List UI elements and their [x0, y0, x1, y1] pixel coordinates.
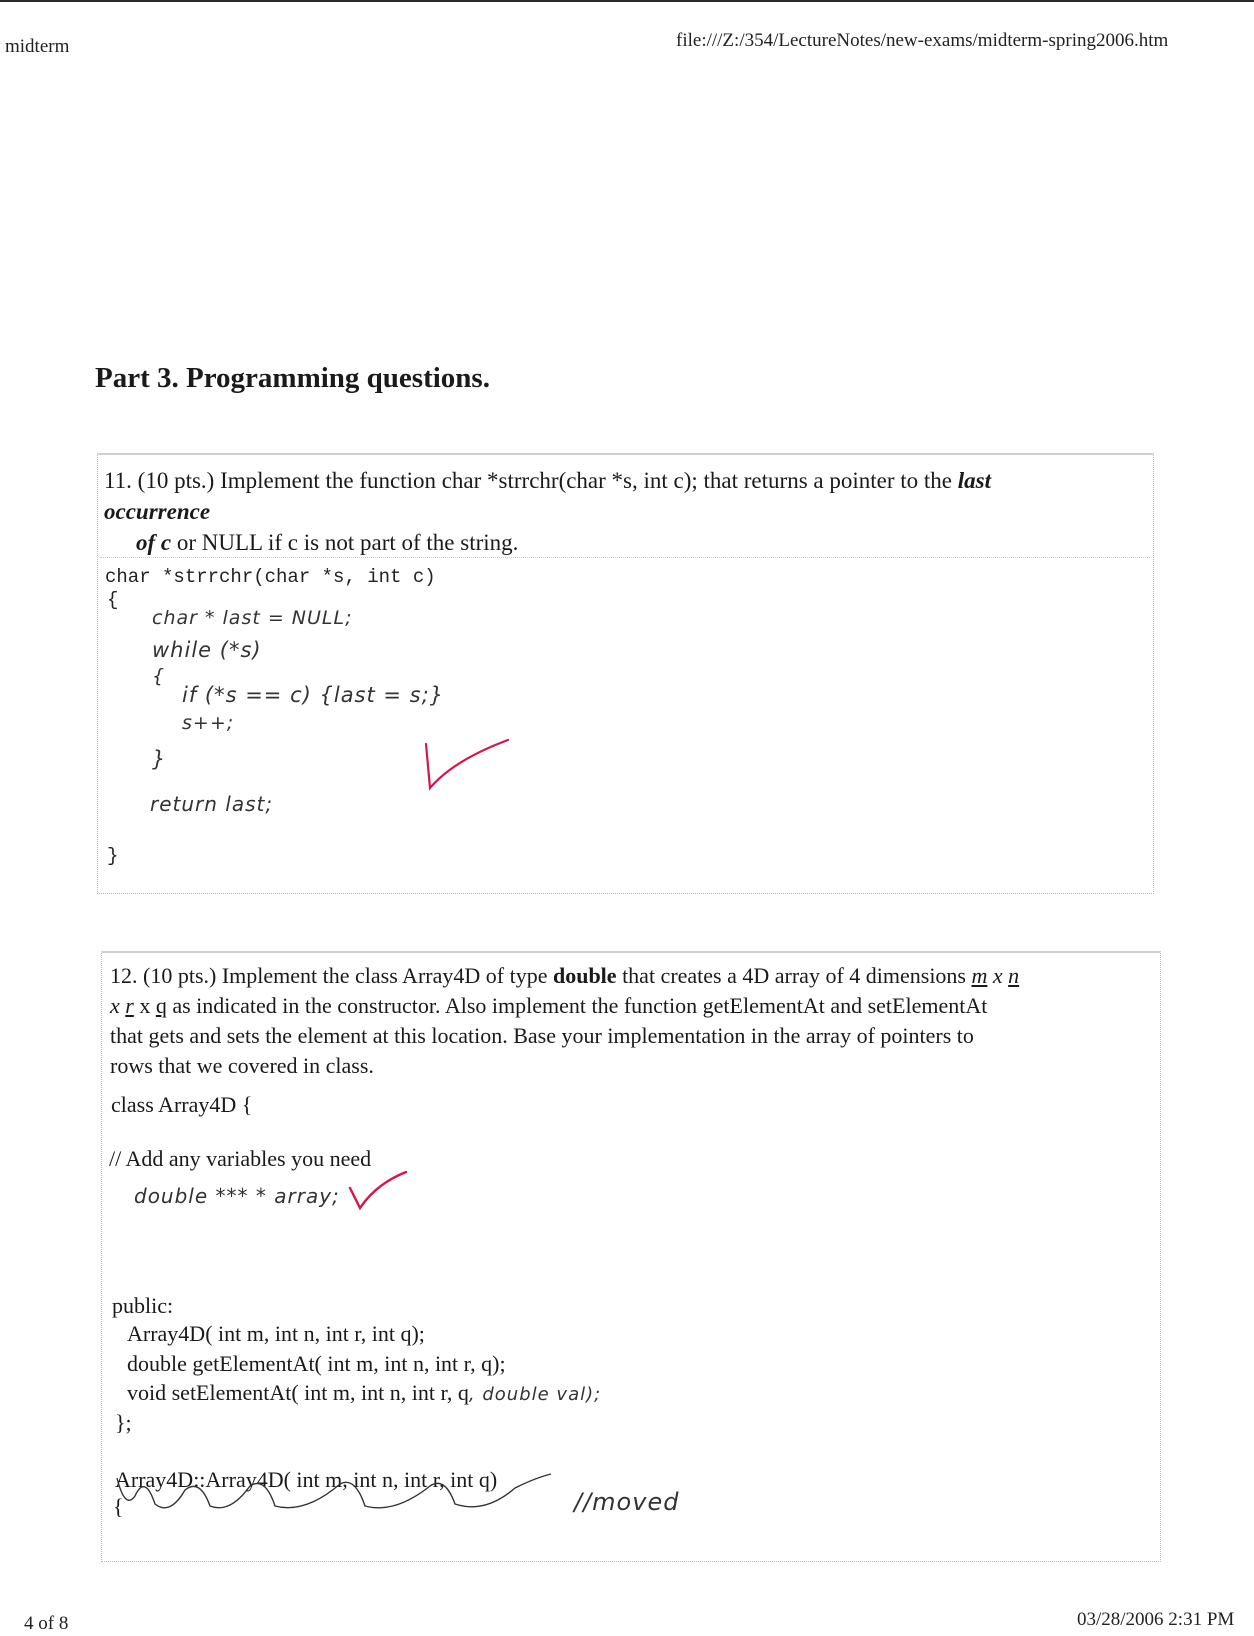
- q12-class-close: };: [115, 1410, 132, 1435]
- q12-dim-m: m: [971, 963, 988, 988]
- q11-text-b: or NULL if c is not part of the string.: [176, 530, 519, 555]
- question-11-prompt: [104, 465, 1144, 558]
- q12-dim-n: n: [1008, 963, 1020, 988]
- q12-checkmark-icon: [348, 1170, 408, 1212]
- q11-hand-line-1: char * last = NULL;: [152, 607, 353, 629]
- q11-hand-line-4: if (*s == c) {last = s;}: [182, 683, 445, 707]
- q12-constructor-decl: Array4D( int m, int n, int r, int q);: [127, 1321, 425, 1346]
- q12-line1-pre: 12. (10 pts.) Implement the class Array4D of type: [110, 963, 548, 988]
- q12-dim-r: r: [125, 993, 134, 1018]
- q11-hand-line-6: }: [152, 747, 167, 771]
- q11-emphasis-occurrence: occurrence: [104, 499, 211, 524]
- q11-hand-line-3: {: [152, 665, 166, 687]
- q12-strikethrough-scribble: [115, 1470, 555, 1518]
- header-title: midterm: [5, 36, 70, 57]
- q12-comment: // Add any variables you need: [109, 1146, 372, 1171]
- q12-dim-q: q: [155, 993, 167, 1018]
- q12-dim-x3: x: [139, 993, 151, 1018]
- q12-hand-note: //moved: [574, 1488, 680, 1516]
- q12-line4: rows that we covered in class.: [110, 1053, 374, 1078]
- q11-code-signature: char *strrchr(char *s, int c): [105, 566, 436, 588]
- q11-code-open-brace: {: [107, 589, 119, 611]
- q12-setter-decl: [127, 1380, 601, 1406]
- q11-checkmark-icon: [420, 736, 510, 792]
- q12-line2: as indicated in the constructor. Also implement the function getElementAt and setElementAt: [172, 993, 988, 1018]
- q12-impl-brace: {: [113, 1494, 124, 1519]
- part-title: Part 3. Programming questions.: [95, 362, 490, 394]
- question-12-prompt: [110, 961, 1150, 1081]
- q11-hand-line-7: return last;: [150, 792, 274, 816]
- q12-getter-decl: double getElementAt( int m, int n, int r, q);: [127, 1351, 506, 1376]
- top-border-line: [0, 0, 1254, 2]
- q11-number: 11.: [104, 468, 132, 493]
- footer-timestamp: 03/28/2006 2:31 PM: [1077, 1609, 1235, 1630]
- footer-page-number: 4 of 8: [24, 1613, 69, 1634]
- q11-code-close-brace: }: [107, 845, 119, 867]
- q12-setter-handwritten: , double val);: [468, 1384, 602, 1405]
- q11-emphasis-of-c: of c: [136, 530, 172, 555]
- q12-dim-x2: x: [110, 993, 120, 1018]
- q12-class-decl: class Array4D {: [111, 1092, 253, 1117]
- header-url: file:///Z:/354/LectureNotes/new-exams/midterm-spring2006.htm: [676, 30, 1169, 51]
- q12-setter-printed: void setElementAt( int m, int n, int r, q: [127, 1380, 469, 1405]
- q12-public: public:: [112, 1293, 174, 1318]
- q11-points: (10 pts.): [137, 468, 215, 493]
- q12-impl-signature: Array4D::Array4D( int m, int n, int r, int q): [115, 1467, 498, 1492]
- q12-line1-post: that creates a 4D array of 4 dimensions: [622, 963, 966, 988]
- q12-hand-variable: double *** * array;: [134, 1184, 340, 1208]
- q12-type-double: double: [552, 963, 617, 988]
- q12-line3: that gets and sets the element at this location. Base your implementation in the array of pointers to: [110, 1023, 974, 1048]
- q11-text-a: Implement the function char *strrchr(char *s, int c); that returns a pointer to the: [220, 468, 952, 493]
- q11-hand-line-2: while (*s): [152, 638, 262, 662]
- q11-emphasis-last: last: [957, 468, 991, 493]
- q12-dim-x1: x: [992, 963, 1003, 988]
- q11-hand-line-5: s++;: [182, 712, 235, 734]
